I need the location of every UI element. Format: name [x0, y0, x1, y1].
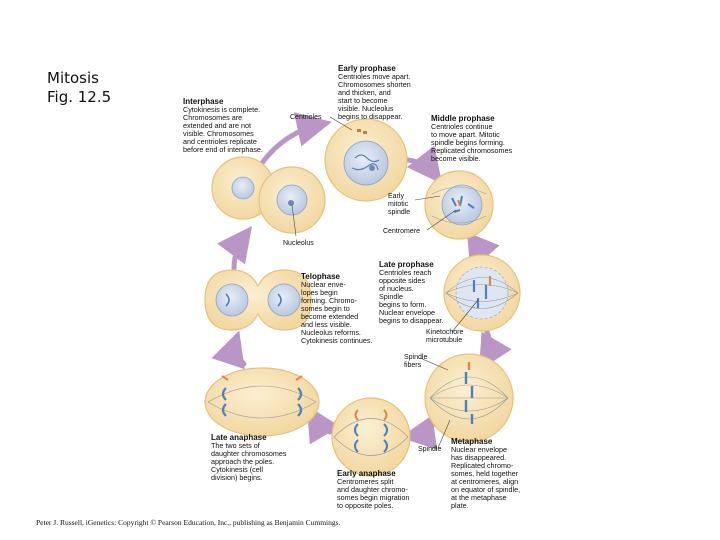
metaphase-cell	[425, 354, 513, 442]
late-anaphase-label	[211, 433, 287, 482]
late-prophase-description: Centrioles reach opposite sides of nucleus. Spindle begins to form. Nuclear envelope begins to disappear.	[379, 268, 444, 325]
middle-prophase-cell	[425, 171, 493, 239]
interphase-cells	[212, 157, 325, 233]
spindle-fibers-callout: Spindle fibers	[404, 354, 428, 369]
early-prophase-heading: Early prophase	[338, 64, 396, 73]
arrow-telophase-to-interphase	[234, 234, 246, 268]
centrioles-callout: Centrioles	[290, 114, 322, 121]
credit-line: Peter J. Russell, iGenetics: Copyright © Pearson Education, Inc., publishing as Benjamin Cummings.	[36, 518, 341, 527]
middle-prophase-description: Centrioles continue to move apart. Mitotic spindle begins forming. Replicated chromosomes become visible.	[431, 122, 513, 163]
early-anaphase-description: Centromeres split and daughter chromo- somes begin migration to opposite poles.	[337, 477, 410, 510]
telophase-label	[301, 272, 373, 345]
late-prophase-heading: Late prophase	[379, 260, 434, 269]
arrow-late-anaphase-to-telophase	[235, 340, 244, 364]
kinetochore-microtubule-callout: Kinetochore microtubule	[426, 329, 464, 344]
late-prophase-label	[379, 260, 443, 325]
interphase-description: Cytokinesis is complete. Chromosomes are extended and are not visible. Chromosomes and centrioles replicate before end of interphase.	[183, 105, 263, 154]
middle-prophase-label	[431, 114, 512, 163]
early-prophase-description: Centrioles move apart. Chromosomes shorten and thicken, and start to become visible. Nucleolus begins to disappear.	[338, 72, 411, 121]
centromere-callout: Centromere	[383, 228, 420, 235]
middle-prophase-heading: Middle prophase	[431, 114, 495, 123]
late-prophase-cell	[444, 255, 520, 331]
telophase-description: Nuclear enve- lopes begin forming. Chromo- somes begin to become extended and less visible. Nucleolus reforms. Cytokinesis continues.	[301, 280, 373, 345]
early-anaphase-heading: Early anaphase	[337, 469, 396, 478]
early-anaphase-label	[337, 469, 409, 510]
interphase-label	[183, 97, 263, 154]
late-anaphase-cell	[205, 368, 319, 436]
telophase-heading: Telophase	[301, 272, 340, 281]
early-mitotic-spindle-callout: Early mitotic spindle	[388, 193, 411, 216]
early-prophase-label	[338, 64, 411, 121]
late-anaphase-heading: Late anaphase	[211, 433, 267, 442]
late-anaphase-description: The two sets of daughter chromosomes approach the poles. Cytokinesis (cell division) begins.	[211, 441, 287, 482]
nucleolus-callout: Nucleolus	[283, 240, 314, 247]
interphase-heading: Interphase	[183, 97, 224, 106]
early-anaphase-cell	[332, 398, 410, 476]
title-line-2: Fig. 12.5	[47, 88, 112, 106]
telophase-cell	[205, 270, 311, 330]
metaphase-heading: Metaphase	[451, 437, 493, 446]
metaphase-label	[451, 437, 520, 510]
early-prophase-cell	[325, 119, 407, 201]
metaphase-description: Nuclear envelope has disappeared. Replicated chromo- somes, held together at centromeres, align on equator of spindle, at the metaphase plate.	[451, 445, 521, 510]
title-line-1: Mitosis	[47, 69, 99, 87]
arrow-early-anaphase-to-late-anaphase	[312, 414, 330, 432]
arrow-interphase-to-early-prophase	[262, 124, 322, 163]
spindle-callout: Spindle	[418, 446, 442, 453]
